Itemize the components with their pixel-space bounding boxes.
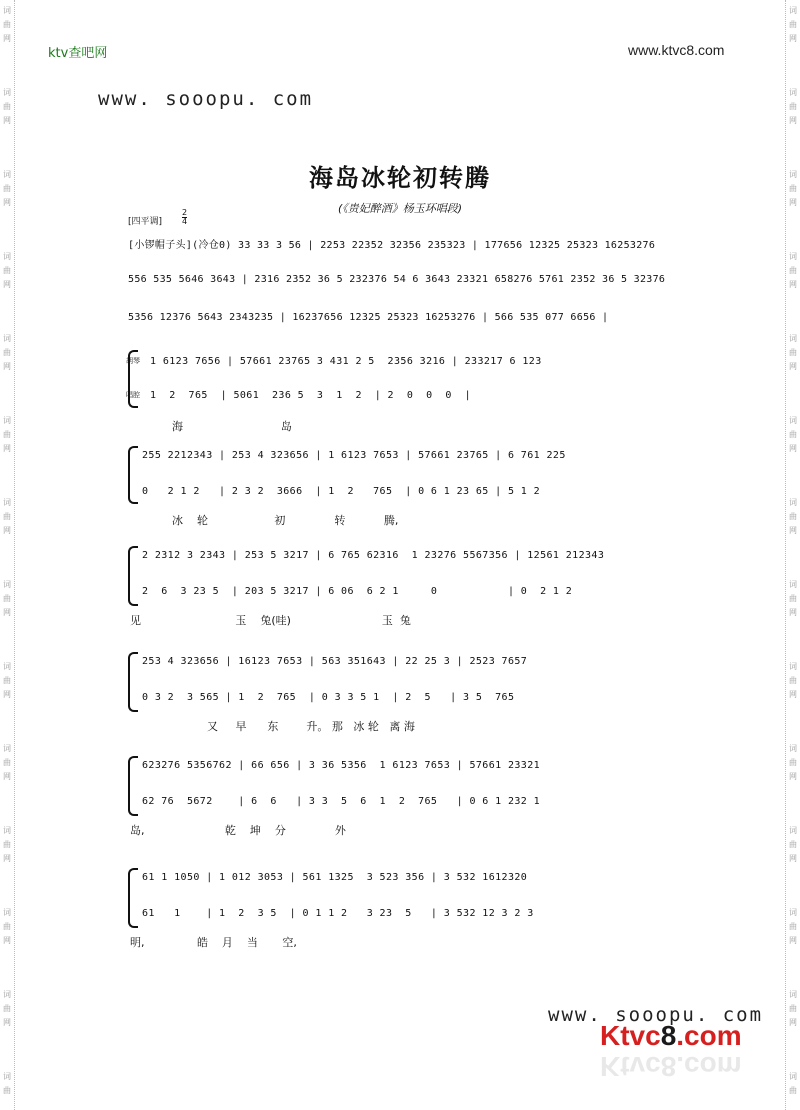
lyrics-line: 冰 轮 初 转 腾,: [172, 514, 399, 527]
sidebar-glyph: 词: [3, 252, 11, 261]
staff-top: 2 2312 3 2343 | 253 5 3217 | 6 765 62316 1 23276 5567356 | 12561 212343: [142, 550, 605, 561]
sidebar-glyph: 词: [789, 334, 797, 343]
system-brace: [128, 868, 138, 928]
intro-line-2: 556 535 5646 3643 | 2316 2352 36 5 232376 54 6 3643 23321 658276 5761 2352 36 5 32376: [128, 274, 666, 285]
staff-bottom: 0 3 2 3 565 | 1 2 765 | 0 3 3 5 1 | 2 5 | 3 5 765: [142, 692, 515, 703]
sidebar-glyph: 曲: [3, 1086, 11, 1095]
lyrics-line: 明, 皓 月 当 空,: [130, 936, 297, 949]
system-brace: [128, 756, 138, 816]
score-system-2: [128, 446, 694, 526]
sidebar-glyph: 词: [789, 6, 797, 15]
sidebar-glyph: 词: [3, 6, 11, 15]
sidebar-glyph: 词: [789, 416, 797, 425]
sidebar-glyph: 词: [3, 498, 11, 507]
sidebar-glyph: 曲: [789, 594, 797, 603]
sidebar-glyph: 网: [3, 444, 11, 453]
watermark-bottom: www. sooopu. com: [548, 1004, 764, 1026]
sidebar-glyph: 网: [789, 690, 797, 699]
sidebar-glyph: 网: [3, 936, 11, 945]
sidebar-glyph: 曲: [3, 840, 11, 849]
sidebar-glyph: 曲: [789, 840, 797, 849]
time-signature-top: 2: [182, 208, 188, 217]
logo-reflection-3: 8: [660, 1051, 677, 1082]
sidebar-glyph: 曲: [789, 1086, 797, 1095]
sidebar-glyph: 曲: [3, 266, 11, 275]
sidebar-glyph: 曲: [3, 184, 11, 193]
intro-line-3: 5356 12376 5643 2343235 | 16237656 12325 25323 16253276 | 566 535 077 6656 |: [128, 312, 609, 323]
sidebar-glyph: 词: [789, 1072, 797, 1081]
staff-top: 1 6123 7656 | 57661 23765 3 431 2 5 2356 3216 | 233217 6 123: [150, 356, 542, 367]
sidebar-glyph: 词: [789, 170, 797, 179]
lyrics-line: 岛, 乾 坤 分 外: [130, 824, 346, 837]
key-signature: [四平调]: [128, 217, 163, 227]
song-subtitle: (《贵妃醉酒》杨玉环唱段): [337, 202, 463, 215]
site-name-left[interactable]: ktv查吧网: [48, 46, 108, 61]
score-system-1: [126, 350, 694, 433]
sidebar-glyph: 曲: [789, 20, 797, 29]
staff-bottom: 62 76 5672 | 6 6 | 3 3 5 6 1 2 765 | 0 6 1 232 1: [142, 796, 541, 807]
logo-reflection-2: tvc: [620, 1051, 661, 1082]
sidebar-glyph: 网: [789, 116, 797, 125]
sidebar-glyph: 词: [3, 170, 11, 179]
logo-part-1: K: [600, 1020, 621, 1051]
sidebar-glyph: 词: [3, 908, 11, 917]
system-brace: [128, 546, 138, 606]
sidebar-glyph: 网: [789, 1018, 797, 1027]
sidebar-glyph: 网: [789, 608, 797, 617]
logo-part-3: 8: [660, 1020, 677, 1051]
sidebar-glyph: 词: [789, 990, 797, 999]
sidebar-glyph: 网: [3, 690, 11, 699]
sidebar-glyph: 曲: [789, 102, 797, 111]
sidebar-glyph: 曲: [3, 676, 11, 685]
score-system-3: [128, 546, 694, 630]
sidebar-glyph: 网: [3, 362, 11, 371]
sidebar-glyph: 词: [789, 580, 797, 589]
site-url-right[interactable]: www.ktvc8.com: [628, 42, 725, 58]
sidebar-glyph: 词: [3, 744, 11, 753]
staff-top: 623276 5356762 | 66 656 | 3 36 5356 1 6123 7653 | 57661 23321: [142, 760, 541, 771]
sidebar-glyph: 词: [3, 1072, 11, 1081]
sidebar-glyph: 词: [789, 908, 797, 917]
lyrics-line: 又 早 东 升。 那 冰 轮 离 海: [172, 720, 415, 733]
sidebar-glyph: 曲: [789, 758, 797, 767]
sidebar-glyph: 词: [789, 744, 797, 753]
sidebar-glyph: 网: [3, 34, 11, 43]
time-signature: [182, 209, 187, 226]
staff-bottom: 0 2 1 2 | 2 3 2 3666 | 1 2 765 | 0 6 1 23 65 | 5 1 2: [142, 486, 541, 497]
sidebar-glyph: 曲: [3, 758, 11, 767]
sidebar-glyph: 词: [789, 252, 797, 261]
sidebar-glyph: 词: [789, 662, 797, 671]
sidebar-glyph: 词: [3, 88, 11, 97]
logo-part-2: tvc: [620, 1020, 661, 1051]
song-title: 海岛冰轮初转腾: [309, 164, 491, 192]
score-system-6: [128, 868, 694, 952]
sidebar-glyph: 网: [3, 526, 11, 535]
sidebar-glyph: 词: [3, 580, 11, 589]
sidebar-glyph: 网: [789, 198, 797, 207]
sidebar-glyph: 网: [3, 854, 11, 863]
sidebar-glyph: 词: [789, 88, 797, 97]
staff-top: 255 2212343 | 253 4 323656 | 1 6123 7653 | 57661 23765 | 6 761 225: [142, 450, 566, 461]
sidebar-glyph: 网: [789, 936, 797, 945]
sidebar-glyph: 曲: [789, 348, 797, 357]
sidebar-glyph: 曲: [3, 594, 11, 603]
intro-line-1: [小锣帽子头](冷仓0) 33 33 3 56 | 2253 22352 32356 235323 | 177656 12325 25323 16253276: [128, 240, 656, 251]
sidebar-glyph: 网: [789, 854, 797, 863]
sidebar-glyph: 词: [3, 662, 11, 671]
sidebar-glyph: 曲: [3, 102, 11, 111]
sidebar-glyph: 网: [789, 526, 797, 535]
logo-reflection: [600, 1050, 742, 1082]
sidebar-glyph: 网: [3, 280, 11, 289]
staff-bottom: 1 2 765 | 5061 236 5 3 1 2 | 2 0 0 0 |: [150, 390, 472, 401]
sidebar-glyph: 词: [3, 416, 11, 425]
sidebar-glyph: 曲: [3, 20, 11, 29]
sidebar-glyph: 曲: [3, 430, 11, 439]
sidebar-glyph: 词: [3, 826, 11, 835]
lyrics-line: 海 岛: [172, 420, 292, 433]
sidebar-glyph: 曲: [789, 922, 797, 931]
sidebar-glyph: 网: [789, 34, 797, 43]
sidebar-glyph: 曲: [3, 512, 11, 521]
system-brace: [128, 446, 138, 504]
sidebar-glyph: 曲: [3, 348, 11, 357]
sidebar-glyph: 网: [3, 116, 11, 125]
sidebar-glyph: 曲: [789, 512, 797, 521]
sidebar-glyph: 曲: [789, 676, 797, 685]
instrument-label-bottom: 唱腔: [126, 391, 140, 399]
time-signature-bottom: 4: [182, 217, 188, 226]
logo-reflection-1: K: [600, 1051, 621, 1082]
sidebar-glyph: 曲: [3, 922, 11, 931]
score-system-4: [128, 652, 694, 736]
sidebar-glyph: 词: [789, 498, 797, 507]
sidebar-glyph: 网: [789, 444, 797, 453]
sidebar-glyph: 曲: [789, 184, 797, 193]
sidebar-glyph: 网: [789, 280, 797, 289]
sidebar-glyph: 词: [3, 334, 11, 343]
logo-part-4: .com: [676, 1020, 742, 1051]
staff-top: 253 4 323656 | 16123 7653 | 563 351643 | 22 25 3 | 2523 7657: [142, 656, 528, 667]
staff-bottom: 2 6 3 23 5 | 203 5 3217 | 6 06 6 2 1 0 | 0 2 1 2: [142, 586, 573, 597]
staff-top: 61 1 1050 | 1 012 3053 | 561 1325 3 523 356 | 3 532 1612320: [142, 872, 528, 883]
sidebar-glyph: 曲: [3, 1004, 11, 1013]
sidebar-glyph: 网: [3, 1018, 11, 1027]
sidebar-glyph: 网: [3, 772, 11, 781]
sidebar-glyph: 词: [789, 826, 797, 835]
logo-reflection-4: .com: [676, 1051, 742, 1082]
sidebar-glyph: 曲: [789, 430, 797, 439]
sidebar-glyph: 网: [789, 772, 797, 781]
sidebar-glyph: 曲: [789, 266, 797, 275]
sidebar-glyph: 网: [3, 198, 11, 207]
staff-bottom: 61 1 | 1 2 3 5 | 0 1 1 2 3 23 5 | 3 532 12 3 2 3: [142, 908, 534, 919]
watermark-top: www. sooopu. com: [98, 88, 314, 110]
ktvc8-logo: [600, 1020, 742, 1052]
sidebar-glyph: 网: [3, 608, 11, 617]
system-brace: [128, 652, 138, 712]
sidebar-glyph: 曲: [789, 1004, 797, 1013]
sidebar-glyph: 词: [3, 990, 11, 999]
sidebar-glyph: 网: [789, 362, 797, 371]
instrument-label-top: 胡琴: [126, 357, 140, 365]
lyrics-line: 见 玉 兔(哇) 玉 兔: [130, 614, 411, 627]
score-system-5: [128, 756, 694, 840]
